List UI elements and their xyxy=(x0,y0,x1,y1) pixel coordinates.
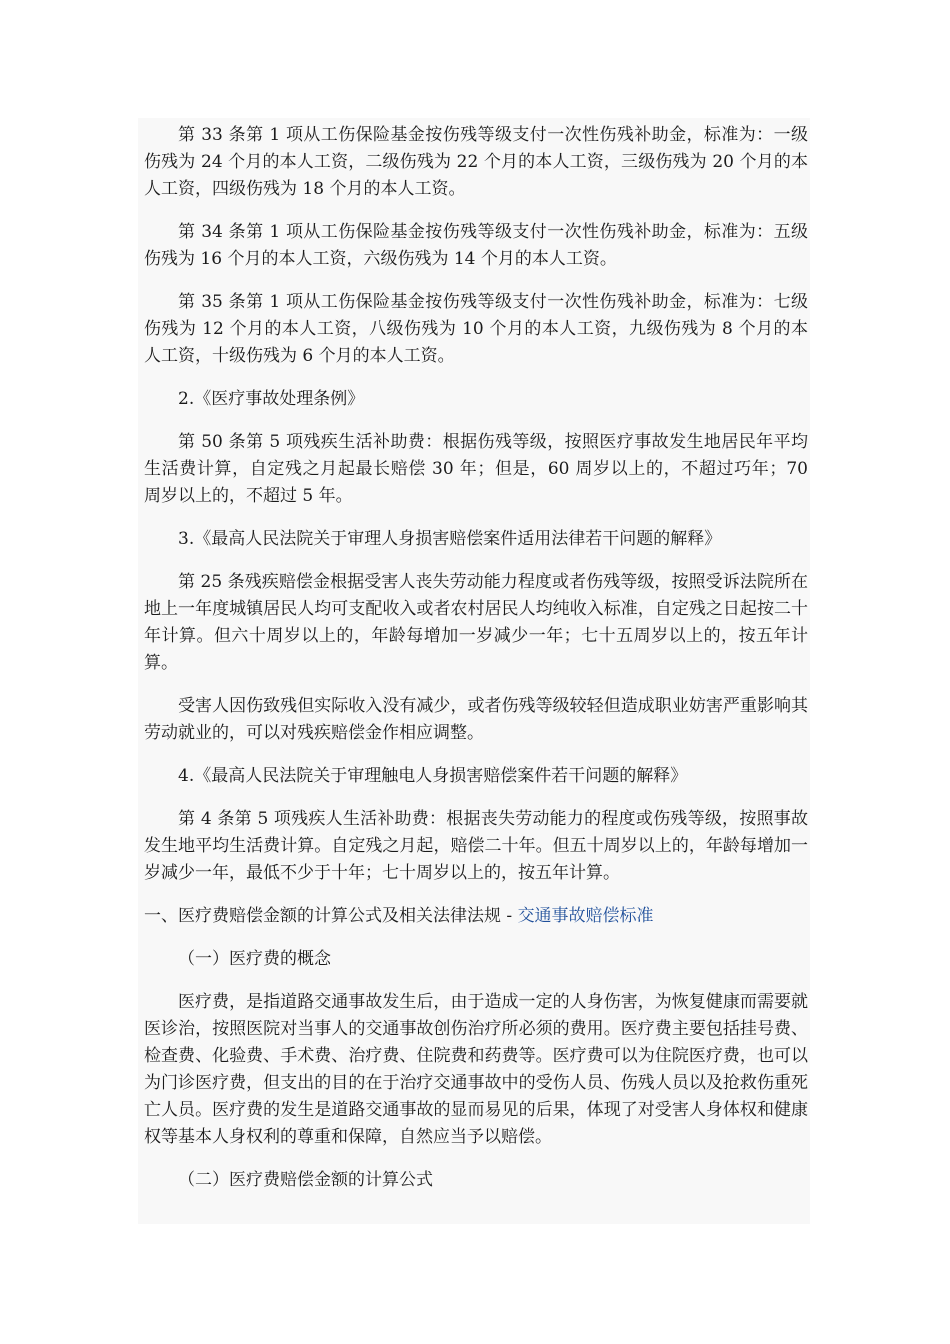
paragraph-article-35: 第 35 条第 1 项从工伤保险基金按伤残等级支付一次性伤残补助金，标准为：七级伤残为 12 个月的本人工资，八级伤残为 10 个月的本人工资，九级伤残为 8 个月的本人工资，十级伤残为 6 个月的本人工资。 xyxy=(144,292,808,366)
paragraph-article-4: 第 4 条第 5 项残疾人生活补助费：根据丧失劳动能力的程度或伤残等级，按照事故发生地平均生活费计算。自定残之月起，赔偿二十年。但五十周岁以上的，年龄每增加一岁减少一年，最低不少于十年；七十周岁以上的，按五年计算。 xyxy=(144,809,808,883)
section-heading xyxy=(144,903,808,930)
paragraph-article-34: 第 34 条第 1 项从工伤保险基金按伤残等级支付一次性伤残补助金，标准为：五级伤残为 16 个月的本人工资，六级伤残为 14 个月的本人工资。 xyxy=(144,222,808,269)
paragraph-article-50: 第 50 条第 5 项残疾生活补助费：根据伤残等级，按照医疗事故发生地居民年平均生活费计算，自定残之月起最长赔偿 30 年；但是，60 周岁以上的，不超过巧年；70 周岁以上的，不超过 5 年。 xyxy=(144,432,808,506)
heading-electric-shock-interpretation: 4.《最高人民法院关于审理触电人身损害赔偿案件若干问题的解释》 xyxy=(178,766,688,786)
section-heading-text: 一、医疗费赔偿金额的计算公式及相关法律法规 - xyxy=(144,906,518,926)
heading-medical-accident-regulation: 2.《医疗事故处理条例》 xyxy=(178,389,365,409)
sub-heading-concept: （一）医疗费的概念 xyxy=(178,949,331,969)
sub-heading-formula: （二）医疗费赔偿金额的计算公式 xyxy=(178,1170,433,1190)
paragraph-article-33: 第 33 条第 1 项从工伤保险基金按伤残等级支付一次性伤残补助金，标准为：一级伤残为 24 个月的本人工资，二级伤残为 22 个月的本人工资，三级伤残为 20 个月的本人工资，四级伤残为 18 个月的本人工资。 xyxy=(144,125,808,199)
document-body xyxy=(144,122,808,1210)
traffic-accident-compensation-link[interactable]: 交通事故赔偿标准 xyxy=(517,906,654,926)
paragraph-adjustment: 受害人因伤致残但实际收入没有减少，或者伤残等级较轻但造成职业妨害严重影响其劳动就业的，可以对残疾赔偿金作相应调整。 xyxy=(144,696,808,743)
paragraph-article-25: 第 25 条残疾赔偿金根据受害人丧失劳动能力程度或者伤残等级，按照受诉法院所在地上一年度城镇居民人均可支配收入或者农村居民人均纯收入标准，自定残之日起按二十年计算。但六十周岁以上的，年龄每增加一岁减少一年；七十五周岁以上的，按五年计算。 xyxy=(144,572,808,673)
heading-personal-injury-interpretation: 3.《最高人民法院关于审理人身损害赔偿案件适用法律若干问题的解释》 xyxy=(178,529,722,549)
paragraph-medical-fee-concept: 医疗费，是指道路交通事故发生后，由于造成一定的人身伤害，为恢复健康而需要就医诊治，按照医院对当事人的交通事故创伤治疗所必须的费用。医疗费主要包括挂号费、检查费、化验费、手术费、治疗费、住院费和药费等。医疗费可以为住院医疗费，也可以为门诊医疗费，但支出的目的在于治疗交通事故中的受伤人员、伤残人员以及抢救伤重死亡人员。医疗费的发生是道路交通事故的显而易见的后果，体现了对受害人身体权和健康权等基本人身权利的尊重和保障，自然应当予以赔偿。 xyxy=(144,992,808,1147)
